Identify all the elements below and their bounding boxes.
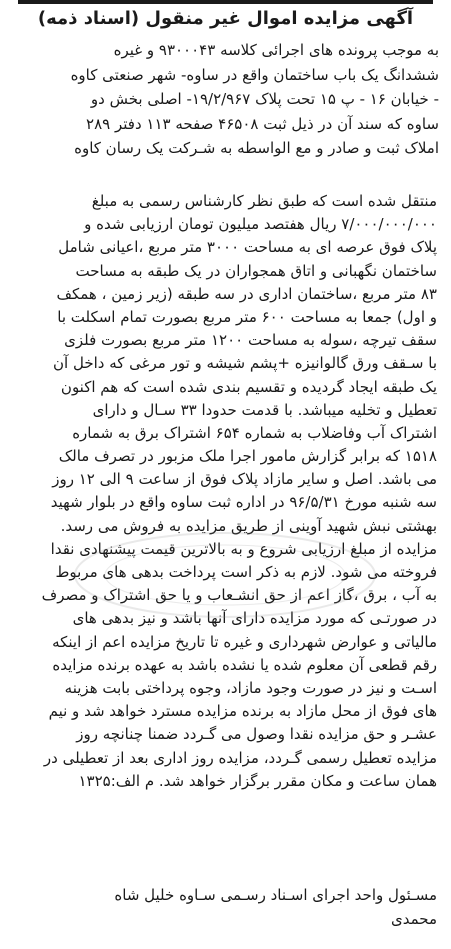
lead-line: - خیابان ۱۶ - پ ۱۵ تحت پلاک ۱۹/۲/۹۶۷- اصلی بخش دو bbox=[90, 90, 439, 108]
lead-paragraph bbox=[12, 38, 439, 161]
body-line: می باشد. اصل و سایر مازاد پلاک فوق از ساعت ۹ الی ۱۲ روز bbox=[52, 470, 437, 489]
body-line: های فوق از محل مازاد به برنده مزایده مسترد خواهد شد و نیم bbox=[48, 702, 437, 721]
body-line: بهشتی نبش شهید آوینی از طریق مزایده به فروش می رسد. bbox=[60, 516, 437, 535]
lead-line: املاک ثبت و صادر و مع الواسطه به شـرکت یک رسان کاوه bbox=[74, 139, 439, 157]
body-line: پلاک فوق عرصه ای به مساحت ۳۰۰۰ متر مربع ،اعیانی شامل bbox=[58, 238, 437, 257]
body-line: فروخته می شود. لازم به ذکر است پرداخت بدهی های مربوط bbox=[55, 563, 437, 581]
top-divider bbox=[18, 0, 433, 4]
body-line: ساختمان نگهبانی و اتاق همجواران در یک طبقه به مساحت bbox=[75, 261, 437, 280]
body-line: عشـر و حق مزایده نقدا وصول می گـردد ضمنا چنانچه روز bbox=[76, 725, 437, 744]
body-line: مزایده از مبلغ ارزیابی شروع و به بالاترین قیمت پیشنهادی نقدا bbox=[50, 539, 437, 558]
signature-line: محمدی bbox=[390, 910, 437, 928]
body-line: یک طبقه ایجاد گردیده و تقسیم بندی شده است که هم اکنون bbox=[60, 377, 437, 396]
body-line: ۷/۰۰۰/۰۰۰/۰۰۰ ریال هفتصد میلیون تومان ارزیابی شده و bbox=[84, 215, 437, 234]
body-line: تعطیل و تخلیه میباشد. با قدمت حدودا ۳۳ سـال و دارای bbox=[92, 400, 437, 419]
lead-line: ساوه که سند آن در ذیل ثبت ۴۶۵۰۸ صفحه ۱۱۳ دفتر ۲۸۹ bbox=[86, 114, 439, 133]
notice-title: آگهی مزایده اموال غیر منقول (اسناد ذمه) bbox=[37, 8, 414, 29]
body-line: همان ساعت و مکان مقرر برگزار خواهد شد. م الف:۱۳۲۵ bbox=[78, 771, 437, 790]
body-line: مزایده تعطیل رسمی گـردد، مزایده روز اداری بعد از تعطیلی در bbox=[43, 748, 437, 767]
signature-block bbox=[12, 883, 437, 931]
body-line: رقم قطعی آن معلوم شده یا نشده باشد به عهده برنده مزایده bbox=[52, 655, 437, 674]
signature-line: مسـئول واحد اجرای اسـناد رسـمی سـاوه خلیل شاه bbox=[114, 886, 437, 904]
body-line: به آب ، برق ،گاز اعم از حق انشـعاب و یا حق اشتراک و مصرف bbox=[41, 586, 437, 605]
body-line: منتقل شده است که طبق نظر کارشناس رسمی به مبلغ bbox=[91, 192, 437, 210]
body-line: اشتراک آب وفاضلاب به شماره ۶۵۴ اشتراک برق به شماره bbox=[72, 423, 437, 442]
lead-line: به موجب پرونده های اجرائی کلاسه ۹۳۰۰۰۴۳ و غیره bbox=[113, 41, 439, 59]
body-line: در صورتـی که مورد مزایده دارای آنها باشد و نیز بدهی های bbox=[72, 609, 437, 628]
body-line: سقف تیرچه ،سوله به مساحت ۱۲۰۰ متر مربع بصورت فلزی bbox=[64, 331, 437, 350]
body-line: ۱۵۱۸ که برابر گزارش مامور اجرا ملک مزبور در تصرف مالک bbox=[58, 447, 437, 466]
body-line: اسـت و نیز در صورت وجود مازاد، وجوه پرداختی بابت هزینه bbox=[64, 678, 437, 697]
body-paragraph bbox=[12, 190, 437, 793]
body-line: سه شنبه مورخ ۹۶/۵/۳۱ در اداره ثبت ساوه واقع در بلوار شهید bbox=[50, 493, 437, 512]
lead-line: ششدانگ یک باب ساختمان واقع در ساوه- شهر صنعتی کاوه bbox=[70, 65, 439, 84]
body-line: با سـقف ورق گالوانیزه +پشم شیشه و تور مرغی که داخل آن bbox=[53, 354, 437, 373]
body-line: ۸۳ متر مربع ،ساختمان اداری در سه طبقه (زیر زمین ، همکف bbox=[56, 284, 437, 303]
body-line: مالیاتی و عوارض شهرداری و غیره تا تاریخ مزایده اعم از اینکه bbox=[52, 632, 437, 651]
body-line: و اول) جمعا به مساحت ۶۰۰ متر مربع بصورت تمام اسکلت با bbox=[57, 307, 437, 326]
